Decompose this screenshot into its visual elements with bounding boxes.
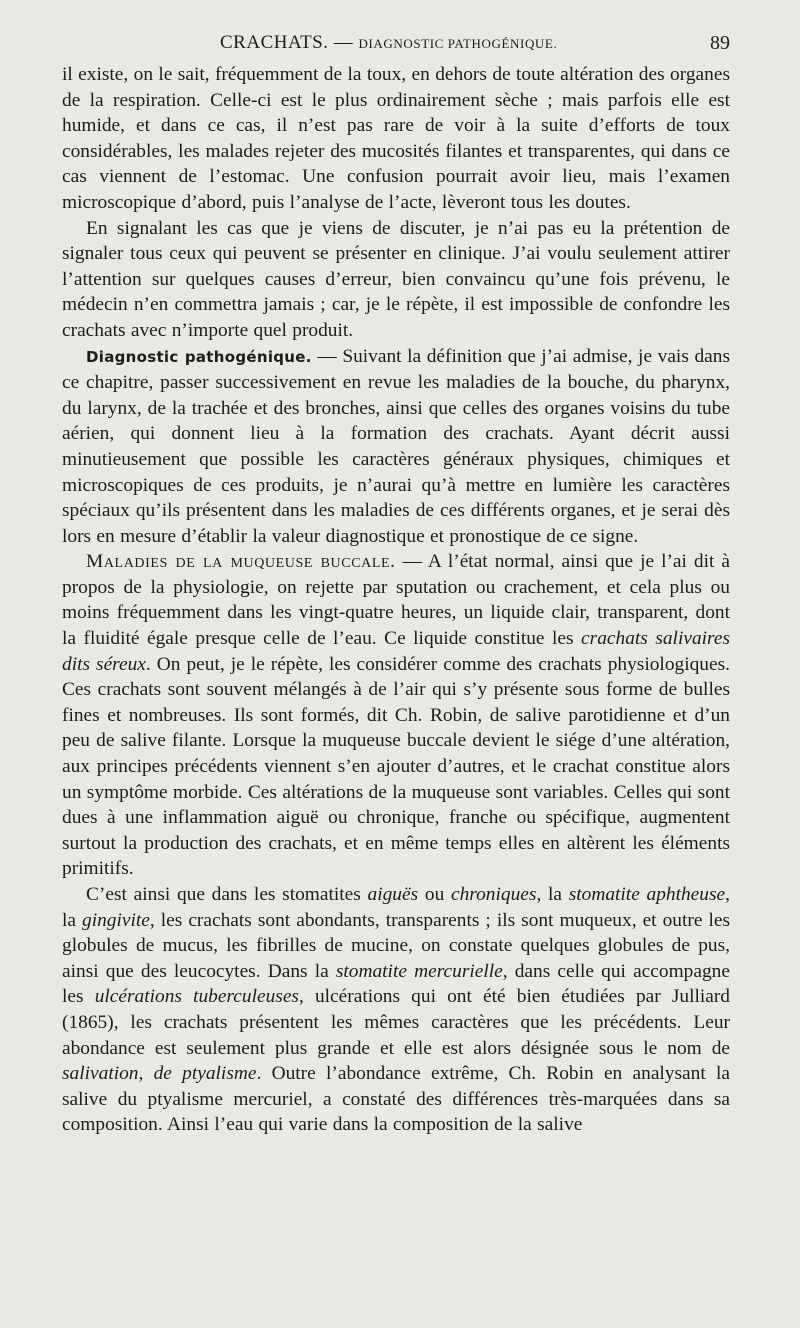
italic-term: chroniques	[450, 884, 537, 905]
page-number: 89	[710, 32, 730, 54]
italic-term: aiguës	[367, 884, 419, 905]
page-header	[62, 30, 730, 62]
italic-term: salivation	[62, 1063, 139, 1085]
running-head-dash: —	[333, 32, 354, 53]
text-run: , la	[536, 884, 569, 905]
text-run: , les crachats sont abondants, transparents ; ils sont muqueux, et outre les globules de mucus, les fibrilles de mucine, on constate quelques globules de pus, ainsi que des leucocytes. Dans la	[62, 909, 730, 982]
text-run: . On peut, je le répète, les considérer comme des crachats physiologiques. Ces crachats sont souvent mélangés à de l’air qui s’y présente sous forme de bulles fines et nombreuses. Ils sont formés, dit Ch. Robin, de salive parotidienne et d’un peu de salive filante. Lorsque la muqueuse buccale devient le siége d’une altération, aux principes précédents viennent s’en ajouter d’autres, et le crachat constitue alors un symptôme morbide. Ces altérations de la muqueuse sont variables. Celles qui sont dues à une inflammation aiguë ou chronique, franche ou spécifique, augmentent surtout la production des crachats, et en même temps elles en altèrent les éléments primitifs.	[62, 653, 730, 880]
text-run: il existe, on le sait, fréquemment de la toux, en dehors de toute altération des organes de la respiration. Celle-ci est le plus ordinairement sèche ; mais parfois elle est humide, et dans ce cas, il n’est pas rare de voir à la suite d’efforts de toux considérables, les malades rejeter des mucosités filantes et transparentes, qui dans ce cas viennent de l’estomac. Une confusion pourrait avoir lieu, mais l’examen microscopique d’abord, puis l’analyse de l’acte, lèveront tous les doutes.	[62, 64, 730, 213]
subsection-heading: Maladies de la muqueuse buccale.	[86, 551, 396, 573]
running-head-title: CRACHATS.	[220, 32, 329, 53]
paragraph	[62, 549, 730, 882]
italic-term: gingivite	[82, 909, 150, 931]
text-run: . Outre l’abondance extrême, Ch. Robin en analysant la salive du ptyalisme mercuriel, a constaté des différences très-marquées dans sa composition. Ainsi l’eau qui varie dans la composition de la salive	[62, 1063, 730, 1136]
paragraph	[62, 216, 730, 344]
text-run: En signalant les cas que je viens de discuter, je n’ai pas eu la prétention de signaler tous ceux qui peuvent se présenter en clinique. J’ai voulu seulement attirer l’attention sur quelques causes d’erreur, bien convaincu qu’une fois prévenu, le médecin n’en commettra jamais ; car, je le répète, il est impossible de confondre les crachats avec n’importe quel produit.	[62, 217, 730, 341]
section-heading: Diagnostic pathogénique.	[86, 347, 312, 366]
italic-term: crachats salivaires dits séreux	[62, 628, 731, 675]
paragraph	[62, 882, 730, 1138]
italic-term: stomatite aphtheuse	[568, 884, 726, 905]
text-run: , ulcérations qui ont été bien étudiées par Julliard (1865), les crachats présentent les mêmes caractères que les précédents. Leur abondance est seulement plus grande et elle est alors désignée sous le nom de	[62, 986, 731, 1059]
running-head-subtitle: DIAGNOSTIC PATHOGÉNIQUE.	[358, 36, 558, 51]
text-run: — Suivant la définition que j’ai admise, je vais dans ce chapitre, passer successivement en revue les maladies de la bouche, du pharynx, du larynx, de la trachée et des bronches, ainsi que celles des organes voisins du tube aérien, qui donnent lieu à la formation des crachats. Ayant décrit aussi minutieusement que possible les caractères généraux physiques, chimiques et microscopiques de ces produits, je n’aurai qu’à mettre en lumière les caractères spéciaux qu’ils présentent dans les maladies de ces différents organes, et je serai dès lors en mesure d’établir la valeur diagnostique et pronostique de ce signe.	[62, 345, 730, 547]
italic-term: ulcérations tuberculeuses	[94, 986, 299, 1008]
text-run: , la	[62, 884, 730, 931]
running-head	[220, 32, 557, 54]
italic-term: de ptyalisme	[153, 1063, 257, 1085]
text-run: , dans celle qui accompagne les	[62, 960, 730, 1008]
body-text	[62, 62, 730, 1138]
text-run: ou	[418, 884, 451, 905]
paragraph	[62, 62, 730, 216]
text-run: — A l’état normal, ainsi que je l’ai dit à propos de la physiologie, on rejette par sputation ou crachement, et cela plus ou moins fréquemment dans les vingt-quatre heures, un liquide clair, transparent, dont la fluidité égale presque celle de l’eau. Ce liquide constitue les	[62, 551, 730, 650]
text-run: ,	[138, 1063, 154, 1085]
paragraph	[62, 344, 730, 550]
italic-term: stomatite mercurielle	[335, 960, 503, 982]
text-run: C’est ainsi que dans les stomatites	[86, 884, 368, 905]
